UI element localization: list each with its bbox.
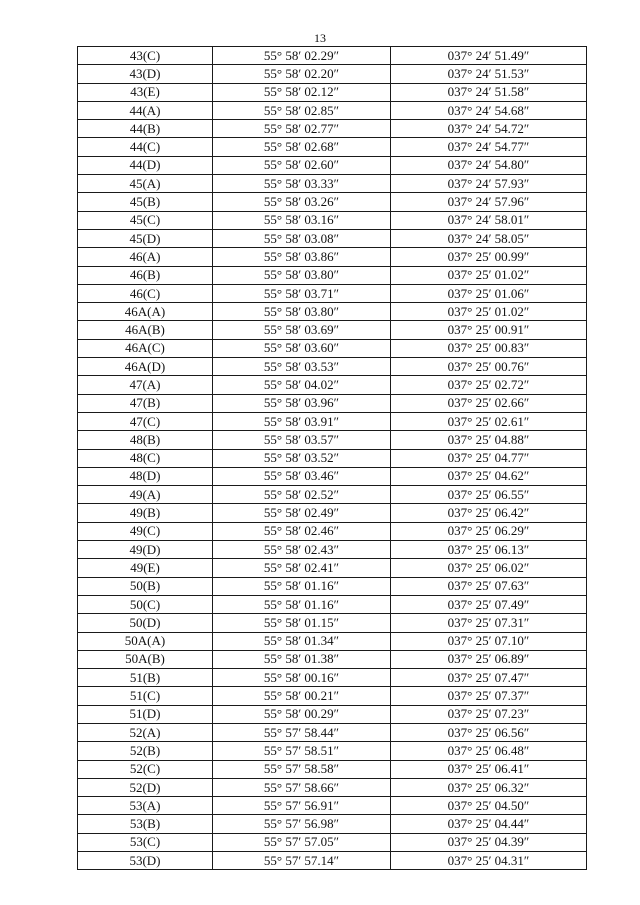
longitude-cell: 037° 25′ 06.41″ <box>391 760 587 778</box>
point-id-cell: 45(B) <box>78 193 213 211</box>
longitude-cell: 037° 24′ 58.01″ <box>391 211 587 229</box>
table-row <box>78 120 587 138</box>
latitude-cell: 55° 58′ 03.80″ <box>213 303 391 321</box>
point-id-cell: 47(A) <box>78 376 213 394</box>
table-row <box>78 394 587 412</box>
table-row <box>78 778 587 796</box>
longitude-cell: 037° 25′ 07.37″ <box>391 687 587 705</box>
longitude-cell: 037° 25′ 07.63″ <box>391 577 587 595</box>
latitude-cell: 55° 57′ 56.91″ <box>213 797 391 815</box>
longitude-cell: 037° 24′ 58.05″ <box>391 229 587 247</box>
point-id-cell: 52(A) <box>78 723 213 741</box>
longitude-cell: 037° 25′ 06.32″ <box>391 778 587 796</box>
table-row <box>78 83 587 101</box>
point-id-cell: 46A(D) <box>78 358 213 376</box>
point-id-cell: 44(A) <box>78 101 213 119</box>
latitude-cell: 55° 58′ 03.52″ <box>213 449 391 467</box>
longitude-cell: 037° 25′ 07.47″ <box>391 669 587 687</box>
longitude-cell: 037° 24′ 57.93″ <box>391 175 587 193</box>
longitude-cell: 037° 24′ 51.49″ <box>391 47 587 65</box>
point-id-cell: 43(E) <box>78 83 213 101</box>
table-row <box>78 467 587 485</box>
latitude-cell: 55° 57′ 58.58″ <box>213 760 391 778</box>
table-row <box>78 687 587 705</box>
point-id-cell: 43(C) <box>78 47 213 65</box>
point-id-cell: 44(D) <box>78 156 213 174</box>
table-row <box>78 156 587 174</box>
longitude-cell: 037° 25′ 04.77″ <box>391 449 587 467</box>
point-id-cell: 52(C) <box>78 760 213 778</box>
point-id-cell: 53(D) <box>78 852 213 870</box>
point-id-cell: 50A(A) <box>78 632 213 650</box>
longitude-cell: 037° 25′ 04.50″ <box>391 797 587 815</box>
latitude-cell: 55° 58′ 01.16″ <box>213 577 391 595</box>
table-row <box>78 815 587 833</box>
table-row <box>78 339 587 357</box>
point-id-cell: 46(C) <box>78 284 213 302</box>
longitude-cell: 037° 25′ 07.49″ <box>391 595 587 613</box>
point-id-cell: 44(C) <box>78 138 213 156</box>
table-row <box>78 412 587 430</box>
point-id-cell: 49(C) <box>78 522 213 540</box>
latitude-cell: 55° 58′ 03.33″ <box>213 175 391 193</box>
point-id-cell: 47(C) <box>78 412 213 430</box>
longitude-cell: 037° 25′ 01.02″ <box>391 266 587 284</box>
longitude-cell: 037° 25′ 07.31″ <box>391 614 587 632</box>
point-id-cell: 47(B) <box>78 394 213 412</box>
point-id-cell: 43(D) <box>78 65 213 83</box>
latitude-cell: 55° 58′ 02.43″ <box>213 541 391 559</box>
point-id-cell: 51(C) <box>78 687 213 705</box>
latitude-cell: 55° 58′ 01.15″ <box>213 614 391 632</box>
point-id-cell: 46A(B) <box>78 321 213 339</box>
longitude-cell: 037° 25′ 04.88″ <box>391 431 587 449</box>
longitude-cell: 037° 24′ 54.77″ <box>391 138 587 156</box>
point-id-cell: 45(C) <box>78 211 213 229</box>
longitude-cell: 037° 25′ 04.39″ <box>391 833 587 851</box>
latitude-cell: 55° 57′ 58.66″ <box>213 778 391 796</box>
latitude-cell: 55° 58′ 02.49″ <box>213 504 391 522</box>
latitude-cell: 55° 57′ 57.05″ <box>213 833 391 851</box>
point-id-cell: 50(D) <box>78 614 213 632</box>
longitude-cell: 037° 25′ 06.89″ <box>391 650 587 668</box>
latitude-cell: 55° 58′ 00.29″ <box>213 705 391 723</box>
table-row <box>78 742 587 760</box>
longitude-cell: 037° 25′ 02.72″ <box>391 376 587 394</box>
point-id-cell: 44(B) <box>78 120 213 138</box>
latitude-cell: 55° 58′ 01.34″ <box>213 632 391 650</box>
table-row <box>78 376 587 394</box>
table-row <box>78 504 587 522</box>
longitude-cell: 037° 25′ 04.31″ <box>391 852 587 870</box>
table-row <box>78 175 587 193</box>
longitude-cell: 037° 24′ 54.80″ <box>391 156 587 174</box>
latitude-cell: 55° 58′ 02.20″ <box>213 65 391 83</box>
latitude-cell: 55° 58′ 03.46″ <box>213 467 391 485</box>
table-row <box>78 522 587 540</box>
longitude-cell: 037° 24′ 51.53″ <box>391 65 587 83</box>
latitude-cell: 55° 58′ 03.96″ <box>213 394 391 412</box>
longitude-cell: 037° 25′ 06.55″ <box>391 486 587 504</box>
latitude-cell: 55° 57′ 58.44″ <box>213 723 391 741</box>
point-id-cell: 48(B) <box>78 431 213 449</box>
latitude-cell: 55° 58′ 00.21″ <box>213 687 391 705</box>
table-row <box>78 321 587 339</box>
point-id-cell: 49(D) <box>78 541 213 559</box>
longitude-cell: 037° 25′ 06.42″ <box>391 504 587 522</box>
point-id-cell: 53(B) <box>78 815 213 833</box>
latitude-cell: 55° 58′ 02.85″ <box>213 101 391 119</box>
latitude-cell: 55° 58′ 02.60″ <box>213 156 391 174</box>
latitude-cell: 55° 58′ 03.08″ <box>213 229 391 247</box>
table-row <box>78 577 587 595</box>
point-id-cell: 51(B) <box>78 669 213 687</box>
point-id-cell: 53(A) <box>78 797 213 815</box>
point-id-cell: 52(B) <box>78 742 213 760</box>
page-number: 13 <box>314 31 326 45</box>
table-row <box>78 303 587 321</box>
latitude-cell: 55° 58′ 02.29″ <box>213 47 391 65</box>
point-id-cell: 50(C) <box>78 595 213 613</box>
latitude-cell: 55° 58′ 04.02″ <box>213 376 391 394</box>
table-row <box>78 723 587 741</box>
latitude-cell: 55° 58′ 02.46″ <box>213 522 391 540</box>
latitude-cell: 55° 58′ 01.38″ <box>213 650 391 668</box>
point-id-cell: 50A(B) <box>78 650 213 668</box>
point-id-cell: 45(A) <box>78 175 213 193</box>
table-row <box>78 650 587 668</box>
longitude-cell: 037° 25′ 00.99″ <box>391 248 587 266</box>
table-row <box>78 669 587 687</box>
table-row <box>78 614 587 632</box>
latitude-cell: 55° 58′ 00.16″ <box>213 669 391 687</box>
latitude-cell: 55° 57′ 57.14″ <box>213 852 391 870</box>
latitude-cell: 55° 58′ 02.77″ <box>213 120 391 138</box>
point-id-cell: 49(B) <box>78 504 213 522</box>
point-id-cell: 49(A) <box>78 486 213 504</box>
point-id-cell: 45(D) <box>78 229 213 247</box>
table-row <box>78 541 587 559</box>
table-row <box>78 229 587 247</box>
table-row <box>78 559 587 577</box>
latitude-cell: 55° 58′ 03.91″ <box>213 412 391 430</box>
longitude-cell: 037° 25′ 00.83″ <box>391 339 587 357</box>
point-id-cell: 53(C) <box>78 833 213 851</box>
table-row <box>78 248 587 266</box>
table-row <box>78 211 587 229</box>
table-row <box>78 760 587 778</box>
point-id-cell: 49(E) <box>78 559 213 577</box>
latitude-cell: 55° 58′ 03.80″ <box>213 266 391 284</box>
table-row <box>78 797 587 815</box>
longitude-cell: 037° 25′ 00.91″ <box>391 321 587 339</box>
table-row <box>78 358 587 376</box>
longitude-cell: 037° 25′ 02.61″ <box>391 412 587 430</box>
longitude-cell: 037° 25′ 06.29″ <box>391 522 587 540</box>
longitude-cell: 037° 25′ 01.02″ <box>391 303 587 321</box>
table-row <box>78 266 587 284</box>
longitude-cell: 037° 25′ 04.44″ <box>391 815 587 833</box>
point-id-cell: 51(D) <box>78 705 213 723</box>
longitude-cell: 037° 25′ 01.06″ <box>391 284 587 302</box>
latitude-cell: 55° 58′ 03.16″ <box>213 211 391 229</box>
point-id-cell: 46(A) <box>78 248 213 266</box>
table-row <box>78 65 587 83</box>
table-row <box>78 486 587 504</box>
point-id-cell: 48(D) <box>78 467 213 485</box>
longitude-cell: 037° 25′ 07.10″ <box>391 632 587 650</box>
table-row <box>78 852 587 870</box>
longitude-cell: 037° 25′ 04.62″ <box>391 467 587 485</box>
latitude-cell: 55° 58′ 03.26″ <box>213 193 391 211</box>
latitude-cell: 55° 58′ 01.16″ <box>213 595 391 613</box>
coordinates-table <box>77 46 587 870</box>
longitude-cell: 037° 25′ 06.13″ <box>391 541 587 559</box>
table-row <box>78 705 587 723</box>
point-id-cell: 46(B) <box>78 266 213 284</box>
table-row <box>78 138 587 156</box>
longitude-cell: 037° 24′ 54.72″ <box>391 120 587 138</box>
longitude-cell: 037° 25′ 00.76″ <box>391 358 587 376</box>
table-row <box>78 449 587 467</box>
latitude-cell: 55° 58′ 03.53″ <box>213 358 391 376</box>
table-row <box>78 431 587 449</box>
latitude-cell: 55° 58′ 03.57″ <box>213 431 391 449</box>
latitude-cell: 55° 58′ 03.86″ <box>213 248 391 266</box>
table-row <box>78 833 587 851</box>
longitude-cell: 037° 25′ 06.02″ <box>391 559 587 577</box>
latitude-cell: 55° 57′ 58.51″ <box>213 742 391 760</box>
latitude-cell: 55° 58′ 02.68″ <box>213 138 391 156</box>
latitude-cell: 55° 58′ 02.41″ <box>213 559 391 577</box>
latitude-cell: 55° 58′ 02.12″ <box>213 83 391 101</box>
point-id-cell: 52(D) <box>78 778 213 796</box>
table-row <box>78 47 587 65</box>
longitude-cell: 037° 25′ 06.56″ <box>391 723 587 741</box>
longitude-cell: 037° 25′ 07.23″ <box>391 705 587 723</box>
longitude-cell: 037° 24′ 57.96″ <box>391 193 587 211</box>
table-row <box>78 101 587 119</box>
longitude-cell: 037° 24′ 54.68″ <box>391 101 587 119</box>
latitude-cell: 55° 58′ 03.69″ <box>213 321 391 339</box>
latitude-cell: 55° 57′ 56.98″ <box>213 815 391 833</box>
table-row <box>78 632 587 650</box>
latitude-cell: 55° 58′ 03.60″ <box>213 339 391 357</box>
point-id-cell: 48(C) <box>78 449 213 467</box>
latitude-cell: 55° 58′ 02.52″ <box>213 486 391 504</box>
point-id-cell: 46A(C) <box>78 339 213 357</box>
longitude-cell: 037° 25′ 06.48″ <box>391 742 587 760</box>
table-row <box>78 284 587 302</box>
table-row <box>78 193 587 211</box>
longitude-cell: 037° 24′ 51.58″ <box>391 83 587 101</box>
point-id-cell: 46A(A) <box>78 303 213 321</box>
latitude-cell: 55° 58′ 03.71″ <box>213 284 391 302</box>
coordinates-table-body <box>78 47 587 870</box>
table-row <box>78 595 587 613</box>
point-id-cell: 50(B) <box>78 577 213 595</box>
longitude-cell: 037° 25′ 02.66″ <box>391 394 587 412</box>
